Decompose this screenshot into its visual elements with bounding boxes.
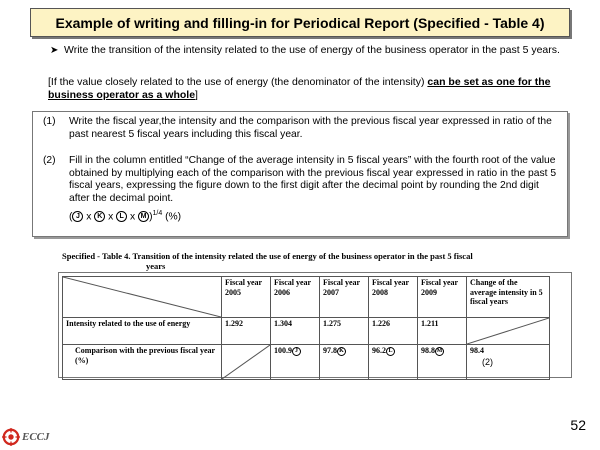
page-number: 52	[570, 417, 586, 433]
marker-j: J	[292, 347, 301, 356]
intro-bullet	[52, 44, 562, 57]
intensity-value-2009: 1.211	[418, 318, 467, 345]
corner-diagonal	[63, 277, 221, 317]
intensity-change-cell	[467, 318, 550, 345]
header-change: Change of the average intensity in 5 fiscal years	[467, 277, 550, 318]
marker-j: J	[72, 211, 83, 222]
note-suffix: ]	[195, 89, 198, 101]
intensity-table	[62, 276, 550, 380]
comparison-value-2007	[320, 345, 369, 380]
marker-m: M	[138, 211, 149, 222]
page-title: Example of writing and filling-in for Periodical Report (Specified - Table 4)	[55, 14, 545, 31]
comparison-value-2008	[369, 345, 418, 380]
header-fy2006: Fiscal year 2006	[271, 277, 320, 318]
instruction-number: (2)	[43, 155, 56, 166]
intro-bullet-text: Write the transition of the intensity related to the use of energy of the business operator in the past 5 years.	[64, 44, 560, 56]
instructions-box	[32, 111, 568, 237]
comparison-number: 100.9	[274, 346, 292, 355]
page-title-box	[30, 8, 570, 37]
intensity-value-2006: 1.304	[271, 318, 320, 345]
marker-l: L	[116, 211, 127, 222]
note-emphasis: can be set as one for the business operator as a whole	[48, 76, 551, 101]
marker-k: K	[94, 211, 105, 222]
comparison-change-value: 98.4	[470, 346, 484, 355]
instruction-text: Write the fiscal year,the intensity and the comparison with the previous fiscal year expressed in ratio of the past nearest 5 fiscal years including this fiscal year.	[69, 116, 552, 140]
header-fy2009: Fiscal year 2009	[418, 277, 467, 318]
header-fy2007: Fiscal year 2007	[320, 277, 369, 318]
formula-times: x	[105, 211, 117, 223]
comparison-value-2009	[418, 345, 467, 380]
condition-note	[48, 76, 568, 102]
formula-close: )	[149, 211, 153, 223]
formula-open: (	[69, 211, 73, 223]
formula-unit: (%)	[162, 211, 182, 223]
eccj-logo-icon	[2, 428, 20, 446]
table-header-row	[63, 277, 550, 318]
note-prefix: [If the value closely related to the use of energy (the denominator of the intensity)	[48, 76, 428, 88]
intensity-value-2008: 1.226	[369, 318, 418, 345]
eccj-logo-text: ECCJ	[22, 431, 50, 443]
intensity-value-2005: 1.292	[222, 318, 271, 345]
header-fy2005: Fiscal year 2005	[222, 277, 271, 318]
comparison-change-note: (2)	[482, 356, 493, 367]
eccj-logo	[2, 428, 50, 446]
comparison-value-2006	[271, 345, 320, 380]
table-caption-line1: Specified - Table 4. Transition of the intensity related the use of energy of the business operator in the past 5 fiscal	[62, 251, 473, 261]
formula	[69, 208, 369, 224]
comparison-number: 96.2	[372, 346, 386, 355]
formula-exponent: 1/4	[152, 210, 163, 217]
comparison-number: 97.8	[323, 346, 337, 355]
comparison-2005-diagonal	[222, 345, 270, 379]
comparison-row	[63, 345, 550, 380]
comparison-row-label: Comparison with the previous fiscal year (%)	[63, 345, 222, 380]
comparison-number: 98.8	[421, 346, 435, 355]
intensity-row	[63, 318, 550, 345]
intensity-value-2007: 1.275	[320, 318, 369, 345]
header-corner-cell	[63, 277, 222, 318]
marker-k: K	[337, 347, 346, 356]
intensity-row-label: Intensity related to the use of energy	[63, 318, 222, 345]
arrow-bullet-icon: ➤	[50, 45, 59, 56]
table-caption	[62, 251, 562, 271]
table-caption-line2: years	[146, 261, 166, 271]
formula-times: x	[83, 211, 95, 223]
comparison-change-cell	[467, 345, 550, 380]
instruction-text: Fill in the column entitled “Change of the average intensity in 5 fiscal years” with the fourth root of the value obtained by multiplying each of the comparison with the previous fiscal year expressed in ratio in the past 5 fiscal years, expressing the figure down to the first digit after the decimal point by rounding the 2nd digit after the decimal point.	[69, 155, 557, 204]
instruction-number: (1)	[43, 116, 56, 127]
marker-l: L	[386, 347, 395, 356]
change-diagonal	[467, 318, 549, 344]
instruction-item-1	[43, 116, 558, 141]
comparison-2005-cell	[222, 345, 271, 380]
header-fy2008: Fiscal year 2008	[369, 277, 418, 318]
instruction-item-2	[43, 155, 558, 205]
marker-m: M	[436, 347, 443, 354]
formula-times: x	[127, 211, 139, 223]
